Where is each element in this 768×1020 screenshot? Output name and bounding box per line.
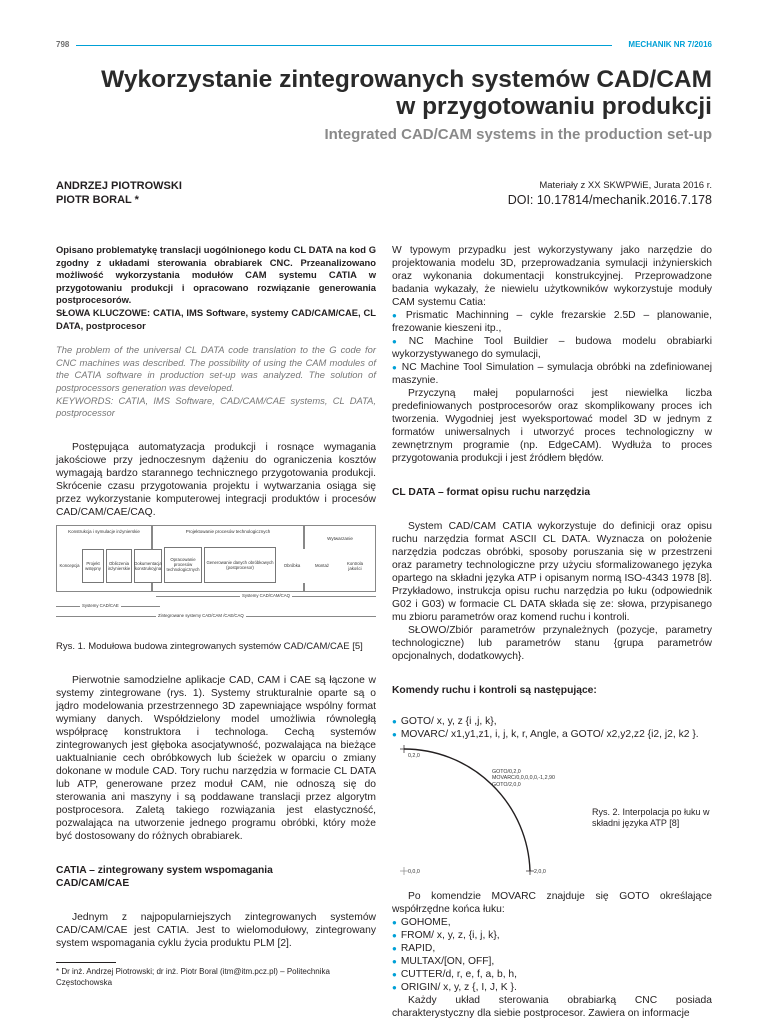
catia-paragraph: Jednym z najpopularniejszych zintegrowanych systemów CAD/CAM/CAE jest CATIA. Jest to wielomodułowy, zintegrowany system wspomagania cyklu życia produktu PLM [2]. — [56, 911, 376, 949]
authors — [56, 179, 182, 207]
group-frame-design: Konstrukcja i symulacje inżynierskie — [56, 525, 152, 592]
movarc-paragraph: Po komendzie MOVARC znajduje się GOTO określające współrzędne końca łuku: — [392, 891, 712, 915]
group-frame-process: Projektowanie procesów technologicznych — [152, 525, 304, 592]
box-kontrola-jakosci: Kontrola jakości — [340, 549, 370, 583]
abstract-en-text: The problem of the universal CL DATA code translation to the G code for CNC machines was described. The possibility of using the CAM modules of the CATIA software in production set-up was analyzed. The solution of postprocessors generation was developed. — [56, 344, 376, 393]
section-heading-commands: Komendy ruchu i kontroli są następujące: — [392, 685, 597, 696]
page-number: 798 — [56, 40, 70, 49]
footnote: * Dr inż. Andrzej Piotrowski; dr inż. Piotr Boral (itm@itm.pcz.pl) – Politechnika Częstochowska — [56, 966, 330, 987]
abstract-pl-keywords: SŁOWA KLUCZOWE: CATIA, IMS Software, systemy CAD/CAM/CAE, CL DATA, postprocesor — [56, 306, 376, 331]
arc-path — [404, 749, 530, 871]
typical-usage-paragraph: W typowym przypadku jest wykorzystywany jako narzędzie do projektowania modelu 3D, przeprowadzania symulacji inżynierskich oraz wykonania dokumentacji konstrukcyjnej. Przeprowadzone badania wykazały, że niewielu użytkowników wykorzystuje moduły CAM systemu Catia: — [392, 245, 712, 308]
list-item: ● Prismatic Machinning – cykle frezarskie 2.5D – planowanie, frezowanie kieszeni itp., — [392, 309, 712, 335]
figure-2-diagram — [392, 745, 712, 878]
list-item: ● NC Machine Tool Simulation – symulacja obróbki na zdefiniowanej maszynie. — [392, 361, 712, 387]
box-dokumentacja: Dokumentacja konstrukcyjna — [134, 549, 162, 583]
article-title — [92, 66, 712, 120]
section-heading-catia-line1: CATIA – zintegrowany system wspomagania — [56, 864, 273, 876]
author-2: PIOTR BORAL * — [56, 194, 139, 206]
author-1: ANDRZEJ PIOTROWSKI — [56, 180, 182, 192]
right-column — [392, 244, 712, 1020]
title-line-1: Wykorzystanie zintegrowanych systemów CAD/CAM — [101, 66, 712, 93]
label-start-point: 0,2,0 — [408, 753, 420, 759]
article-subtitle: Integrated CAD/CAM systems in the production set-up — [324, 126, 712, 143]
figure-2-caption: Rys. 2. Interpolacja po łuku w składni języka ATP [8] — [592, 807, 710, 828]
abstract-pl-text: Opisano problematykę translacji uogólnionego kodu CL DATA na kod G zgodny z układami sterowania obrabiarek CNC. Przeanalizowano możliwość wykorzystania modułów CAM systemu CATIA w przygotowaniu produkcji i opracowano rozwiązanie generowania postprocesorów. — [56, 244, 376, 306]
title-line-2: w przygotowaniu produkcji — [396, 93, 712, 120]
list-item: ● GOTO/ x, y, z {i ,j, k}, — [392, 715, 712, 728]
list-item: ● MULTAX/[ON, OFF], — [392, 955, 712, 968]
list-item: ● CUTTER/d, r, e, f, a, b, h, — [392, 968, 712, 981]
list-item: ● MOVARC/ x1,y1,z1, i, j, k, r, Angle, a GOTO/ x2,y2,z2 {i2, j2, k2 }. — [392, 728, 712, 741]
box-generowanie-danych: Generowanie danych obróbkowych (postprocesor) — [204, 547, 276, 583]
figure-1-diagram — [56, 525, 376, 637]
arc-code-line-1: GOTO/0,2,0 — [492, 769, 521, 775]
command-list-2 — [392, 916, 712, 994]
cldata-paragraph: System CAD/CAM CATIA wykorzystuje do definicji oraz opisu ruchu narzędzia format ASCII CL DATA. Wyznacza on położenie narzędzia podczas obróbki, sposoby poruszania się w przestrzeni oraz parametry technologiczne przy użyciu sformalizowanego języka opartego na składni języka ATP i opisanym normą ISO-4343 1978 [8]. Przykładowo, instrukcja opisu ruchu narzędzia po łuku (odpowiednik G02 i G03) w formacie CL DATA składa się ze: słowa, przypisanego mu zbioru parametrów oraz komend ruchu i kontroli. — [392, 521, 712, 623]
box-obrobka: Obróbka — [278, 549, 306, 583]
section-heading-catia-line2: CAD/CAM/CAE — [56, 877, 130, 889]
list-item: ● FROM/ x, y, z, {i, j, k}, — [392, 929, 712, 942]
conference-note: Materiały z XX SKWPWiE, Jurata 2016 r. — [539, 180, 712, 191]
arc-code — [492, 769, 555, 788]
box-montaz: Montaż — [308, 549, 336, 583]
cam-modules-list — [392, 309, 712, 387]
header-rule — [76, 45, 612, 46]
list-item: ● RAPID, — [392, 942, 712, 955]
label-origin-point: 0,0,0 — [408, 869, 420, 875]
bracket-label-cad-cae: Systemy CAD/CAE — [82, 602, 119, 608]
footnote-rule — [56, 962, 116, 963]
box-obliczenia: Obliczenia inżynierskie — [106, 549, 132, 583]
section-heading-catia — [56, 864, 376, 890]
abstract-en-keywords: KEYWORDS: CATIA, IMS Software, CAD/CAM/CAE systems, CL DATA, postprocessor — [56, 394, 376, 419]
figure-1-caption: Rys. 1. Modułowa budowa zintegrowanych systemów CAD/CAM/CAE [5] — [56, 640, 363, 652]
list-item: ● GOHOME, — [392, 916, 712, 929]
bracket-label-integrated: Zintegrowane systemy CAD/CAM /CAE/CAQ — [158, 612, 244, 618]
postprocessor-paragraph: Każdy układ sterowania obrabiarką CNC posiada charakterystyczny dla siebie postprocesor. Zawiera on informacje — [392, 995, 712, 1019]
box-koncepcja: Koncepcja — [58, 549, 81, 583]
integration-paragraph: Pierwotnie samodzielne aplikacje CAD, CAM i CAE są łączone w systemy zintegrowane (rys. 1). Systemy strukturalnie oparte są o jądro modelowania przestrzennego 3D zapewniające wspólny format wymiany danych. Współdzielony model umożliwia równoległą współpracę konstruktora i technologa. Cechą systemów zintegrowanych jest głęboka asocjatywność, pozwalająca na bieżące uaktualnianie cech obróbkowych lub ścieżek w oparciu o zmiany dokonane w module CAD. Tory ruchu narzędzia w formacie CL DATA lub ATP, generowane przez moduł CAM, nie odnoszą się do sterowania ani maszyny i są poddawane translacji przez algorytm postprocesora. Zaletą takiego rozwiązania jest elastyczność, pozwalająca na utworzenie jednego programu obróbki, który może być dostosowany do różnych obrabiarek. — [56, 674, 376, 842]
list-item: ● ORIGIN/ x, y, z {, I, J, K }. — [392, 981, 712, 994]
group-label-manufacturing: Wytwarzanie — [327, 535, 353, 541]
section-heading-cldata: CL DATA – format opisu ruchu narzędzia — [392, 487, 591, 498]
doi: DOI: 10.17814/mechanik.2016.7.178 — [507, 193, 712, 207]
arc-code-line-3: GOTO/2,0,0 — [492, 781, 521, 788]
intro-paragraph: Postępująca automatyzacja produkcji i rosnące wymagania jakościowe przy jednoczesnym dążeniu do ograniczenia kosztów wymagają bardzo starannego technicznego przygotowania produkcji. Skrócenie czasu przygotowania projektu i wytwarzania osiąga się przez wykorzystanie komputerowej integracji produktów i procesów CAD/CAM/CAE/CAQ. — [56, 441, 376, 518]
left-column — [56, 244, 376, 988]
arc-code-line-2: MOVARC/0,0,0,0,0,-1,2,90 — [492, 775, 555, 782]
box-opracowanie-procesow: Opracowanie procesów technologicznych — [164, 547, 202, 583]
journal-issue: MECHANIK NR 7/2016 — [628, 40, 712, 49]
label-end-point: 2,0,0 — [534, 869, 546, 875]
running-header — [56, 40, 712, 52]
arc-interpolation-drawing — [392, 745, 572, 878]
list-item: ● NC Machine Tool Buildier – budowa modelu obrabiarki wykorzystywanego do symulacji, — [392, 335, 712, 361]
bracket-label-cad-cam-caq: Systemy CAD/CAM/CAQ — [242, 592, 290, 598]
abstract-pl — [56, 244, 376, 332]
popularity-paragraph: Przyczyną małej popularności jest niewielka liczba predefiniowanych postprocesorów oraz skomplikowany proces ich tworzenia. Wygodniej jest wyeksportować model 3D w jednym z formatów uniwersalnych i utworzyć proces technologiczny w zewnętrznym programie (np. EdgeCAM). Wydłuża to proces przygotowania produkcji i jest źródłem błędów. — [392, 388, 712, 464]
slowo-paragraph: SŁOWO/Zbiór parametrów przynależnych (pozycje, parametry technologiczne) lub parametrów stanu {grupa parametrów opcjonalnych, dodatkowych}. — [392, 625, 712, 662]
abstract-en — [56, 344, 376, 420]
box-projekt-wstepny: Projekt wstępny — [82, 549, 104, 583]
command-list-1 — [392, 715, 712, 741]
